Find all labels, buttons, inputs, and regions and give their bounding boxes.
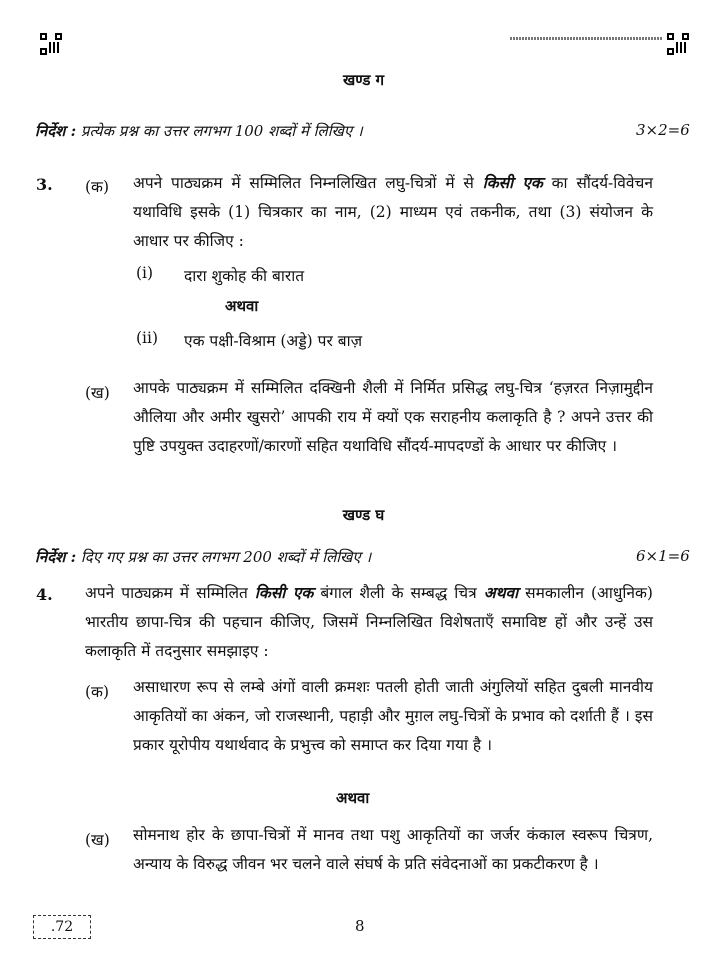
option-label: (ii) (136, 329, 159, 347)
part-label: (क) (85, 683, 109, 701)
q4-emphasis-1: किसी एक (254, 583, 314, 602)
page-number: 8 (355, 917, 365, 935)
qr-code-right (667, 33, 689, 55)
instruction-text: प्रत्येक प्रश्न का उत्तर लगभग 100 शब्दों में लिखिए । (76, 122, 363, 140)
q3a-emphasis: किसी एक (482, 173, 543, 192)
paper-code-box: .72 (33, 915, 91, 939)
q3-part-b-text: आपके पाठ्यक्रम में सम्मिलित दक्खिनी शैली में निर्मित प्रसिद्ध लघु-चित्र ‘हज़रत निज़ामुद्दीन औलिया और अमीर खुसरो’ आपकी राय में क्यों एक सराहनीय कलाकृति है ? अपने उत्तर की पुष्टि उपयुक्त उदाहरणों/कारणों सहित यथाविधि सौंदर्य-मापदण्डों के आधार पर कीजिए । (133, 379, 653, 455)
part-label: (ख) (85, 384, 110, 402)
header-microtext (510, 37, 662, 40)
section-g-title: खण्ड ग (342, 71, 385, 89)
section-gh-title: खण्ड घ (342, 506, 385, 524)
or-divider: अथवा (336, 789, 370, 807)
q4-intro (85, 578, 653, 666)
part-label: (ख) (85, 831, 110, 849)
q4-intro-before: अपने पाठ्यक्रम में सम्मिलित (85, 584, 255, 602)
option-text: दारा शुकोह की बारात (184, 267, 305, 285)
q3a-text-before: अपने पाठ्यक्रम में सम्मिलित निम्नलिखित लघु-चित्रों में से (133, 174, 483, 192)
q3-part-a-text (133, 168, 653, 256)
q3a-text-after: का सौंदर्य-विवेचन यथाविधि इसके (1) चित्रकार का नाम, (2) माध्यम एवं तकनीक, तथा (3) संयोजन के आधार पर कीजिए : (133, 174, 653, 250)
instruction-text: दिए गए प्रश्न का उत्तर लगभग 200 शब्दों में लिखिए । (76, 548, 372, 566)
question-number: 4. (36, 585, 53, 604)
q4-part-a-text: असाधारण रूप से लम्बे अंगों वाली क्रमशः पतली होती जाती अंगुलियों सहित दुबली मानवीय आकृतियों का अंकन, जो राजस्थानी, पहाड़ी और मुग़ल लघु-चित्रों के प्रभाव को दर्शाती हैं । इस प्रकार यूरोपीय यथार्थवाद के प्रभुत्त्व को समाप्त कर दिया गया है । (133, 678, 653, 754)
q4-part-b-text: सोमनाथ होर के छापा-चित्रों में मानव तथा पशु आकृतियों का जर्जर कंकाल स्वरूप चित्रण, अन्याय के विरुद्ध जीवन भर चलने वाले संघर्ष के प्रति संवेदनाओं का प्रकटीकरण है । (133, 826, 653, 873)
q4-intro-mid: बंगाल शैली के सम्बद्ध चित्र (313, 584, 484, 602)
instruction-label: निर्देश : (35, 122, 77, 140)
section-g-marks: 3×2=6 (636, 121, 690, 139)
or-divider: अथवा (225, 297, 259, 315)
q4-intro-after: समकालीन (आधुनिक) भारतीय छापा-चित्र की पहचान कीजिए, जिसमें निम्नलिखित विशेषताएँ समाविष्ट हों और उन्हें उस कलाकृति में तदनुसार समझाइए : (85, 584, 653, 660)
option-text: एक पक्षी-विश्राम (अड्डे) पर बाज़ (184, 332, 363, 350)
section-gh-marks: 6×1=6 (636, 547, 690, 565)
part-label: (क) (85, 178, 109, 196)
section-gh-instruction (35, 547, 371, 567)
qr-code-left (40, 33, 62, 55)
option-label: (i) (136, 264, 154, 282)
instruction-label: निर्देश : (35, 548, 77, 566)
question-number: 3. (36, 175, 53, 194)
section-g-instruction (35, 121, 363, 141)
q4-emphasis-2: अथवा (483, 583, 519, 602)
